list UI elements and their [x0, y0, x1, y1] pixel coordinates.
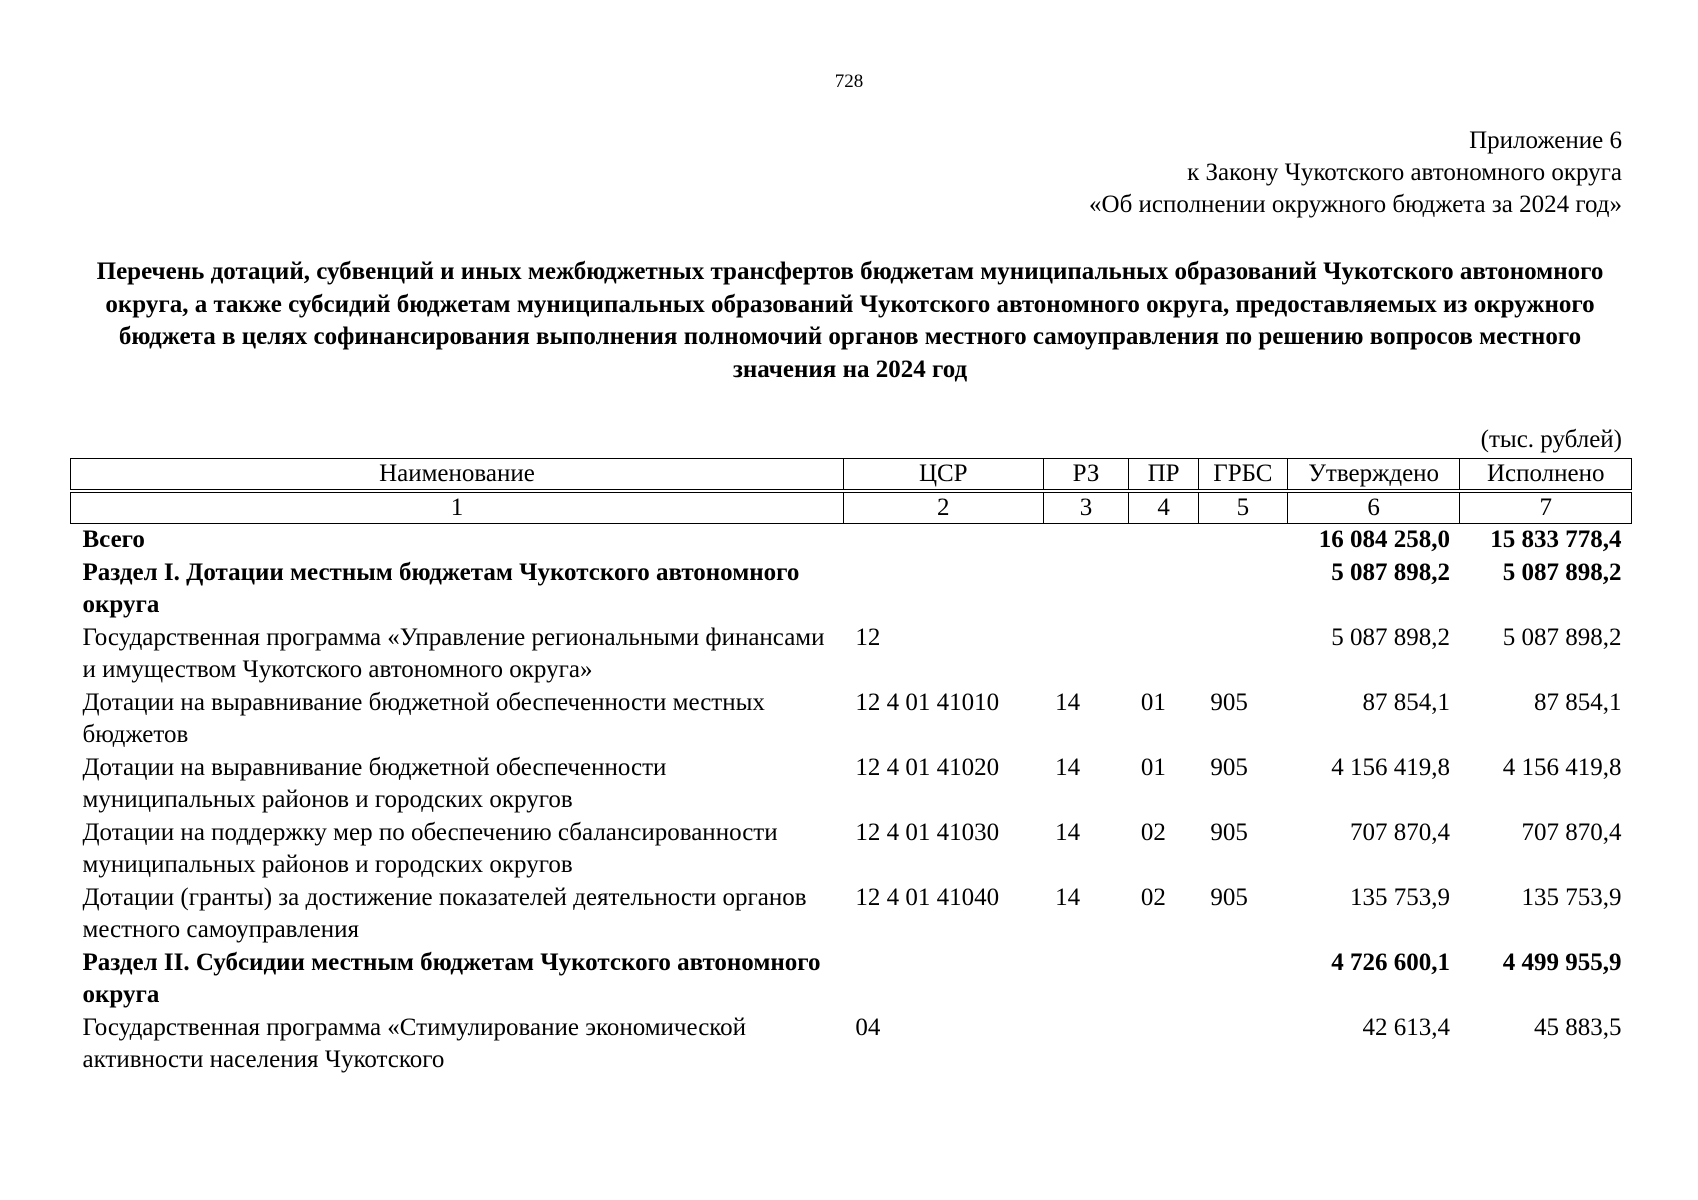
row-rz: [1043, 622, 1129, 687]
row-rz: 14: [1055, 688, 1081, 716]
row-name: Дотации на выравнивание бюджетной обеспеченности муниципальных районов и городских округов: [82, 753, 667, 813]
table-row-section: [71, 947, 1632, 1012]
row-rz: 14: [1055, 883, 1081, 911]
row-executed: 707 870,4: [1521, 818, 1622, 846]
row-grbs: [1198, 1012, 1287, 1077]
row-pr: 02: [1140, 883, 1166, 911]
column-number: 6: [1287, 493, 1460, 524]
table-row: [71, 752, 1632, 817]
table-row-section: [71, 557, 1632, 622]
column-number: 4: [1129, 493, 1198, 524]
row-csr: 12 4 01 41040: [855, 883, 1000, 911]
row-approved: 5 087 898,2: [1331, 623, 1450, 651]
row-approved: 707 870,4: [1349, 818, 1450, 846]
column-number: 3: [1043, 493, 1129, 524]
row-pr: [1129, 524, 1198, 557]
row-grbs: [1198, 557, 1287, 622]
row-name: Дотации (гранты) за достижение показателей деятельности органов местного самоуправления: [82, 883, 807, 943]
column-number-row: [71, 493, 1632, 524]
table-row-total: [71, 524, 1632, 557]
row-pr: 01: [1140, 688, 1166, 716]
row-executed: 5 087 898,2: [1502, 558, 1622, 586]
column-number: 1: [71, 493, 844, 524]
row-name: Государственная программа «Стимулирование экономической активности населения Чукотского: [82, 1013, 747, 1073]
row-name: Дотации на выравнивание бюджетной обеспеченности местных бюджетов: [82, 688, 765, 748]
row-rz: 14: [1055, 753, 1081, 781]
row-csr: [843, 524, 1043, 557]
row-approved: 4 726 600,1: [1331, 948, 1450, 976]
row-pr: [1129, 557, 1198, 622]
column-number: 2: [843, 493, 1043, 524]
appendix-block: [1089, 125, 1622, 221]
row-approved: 42 613,4: [1362, 1013, 1450, 1041]
row-approved: 135 753,9: [1349, 883, 1450, 911]
row-csr: [843, 557, 1043, 622]
row-csr: 12: [855, 623, 881, 651]
header-pr: ПР: [1129, 459, 1198, 490]
table-row: [71, 622, 1632, 687]
row-name: Раздел II. Субсидии местным бюджетам Чукотского автономного округа: [82, 948, 821, 1008]
header-executed: Исполнено: [1460, 459, 1632, 490]
table-row: [71, 882, 1632, 947]
row-name: Государственная программа «Управление региональными финансами и имуществом Чукотского автономного округа»: [82, 623, 825, 683]
row-pr: [1129, 947, 1198, 1012]
row-executed: 15 833 778,4: [1490, 526, 1622, 553]
row-executed: 135 753,9: [1521, 883, 1622, 911]
row-csr: 04: [855, 1013, 881, 1041]
row-csr: [843, 947, 1043, 1012]
appendix-line-3: «Об исполнении окружного бюджета за 2024 год»: [1089, 191, 1622, 218]
row-grbs: [1198, 947, 1287, 1012]
table-row: [71, 687, 1632, 752]
row-grbs: 905: [1210, 818, 1248, 846]
row-name: Раздел I. Дотации местным бюджетам Чукотского автономного округа: [82, 558, 800, 618]
row-csr: 12 4 01 41030: [855, 818, 1000, 846]
header-name: Наименование: [71, 459, 844, 490]
row-grbs: 905: [1210, 753, 1248, 781]
row-executed: 5 087 898,2: [1502, 623, 1622, 651]
row-grbs: 905: [1210, 883, 1248, 911]
document-title: Перечень дотаций, субвенций и иных межбюджетных трансфертов бюджетам муниципальных образований Чукотского автономного округа, а также субсидий бюджетам муниципальных образований Чукотского автономного округа, предоставляемых из окружного бюджета в целях софинансирования выполнения полномочий органов местного самоуправления по решению вопросов местного значения на 2024 год: [96, 258, 1604, 383]
row-pr: [1129, 622, 1198, 687]
row-name: Дотации на поддержку мер по обеспечению сбалансированности муниципальных районов и городских округов: [82, 818, 778, 878]
row-grbs: [1198, 622, 1287, 687]
budget-table-wrapper: [70, 458, 1632, 1077]
row-rz: [1043, 1012, 1129, 1077]
row-executed: 4 156 419,8: [1502, 753, 1622, 781]
column-number: 7: [1460, 493, 1632, 524]
header-csr: ЦСР: [843, 459, 1043, 490]
page-number: 728: [834, 71, 864, 92]
row-pr: 01: [1140, 753, 1166, 781]
row-rz: 14: [1055, 818, 1081, 846]
row-grbs: [1198, 524, 1287, 557]
row-rz: [1043, 557, 1129, 622]
table-header: [71, 459, 1632, 524]
budget-table: [70, 458, 1632, 1077]
table-row: [71, 817, 1632, 882]
column-number: 5: [1198, 493, 1287, 524]
row-executed: 4 499 955,9: [1502, 948, 1622, 976]
row-approved: 5 087 898,2: [1331, 558, 1450, 586]
appendix-line-2: к Закону Чукотского автономного округа: [1187, 159, 1622, 186]
row-approved: 16 084 258,0: [1318, 526, 1450, 553]
header-approved: Утверждено: [1287, 459, 1460, 490]
row-pr: [1129, 1012, 1198, 1077]
units-note: (тыс. рублей): [1480, 426, 1622, 453]
header-grbs: ГРБС: [1198, 459, 1287, 490]
row-rz: [1043, 947, 1129, 1012]
row-executed: 87 854,1: [1534, 688, 1622, 716]
table-body: [71, 524, 1632, 1077]
row-pr: 02: [1140, 818, 1166, 846]
header-row: [71, 459, 1632, 490]
row-executed: 45 883,5: [1534, 1013, 1622, 1041]
row-csr: 12 4 01 41020: [855, 753, 1000, 781]
row-grbs: 905: [1210, 688, 1248, 716]
header-rz: РЗ: [1043, 459, 1129, 490]
row-name: Всего: [82, 526, 145, 553]
appendix-line-1: Приложение 6: [1469, 127, 1622, 154]
row-approved: 87 854,1: [1362, 688, 1450, 716]
table-row: [71, 1012, 1632, 1077]
row-approved: 4 156 419,8: [1331, 753, 1450, 781]
row-csr: 12 4 01 41010: [855, 688, 1000, 716]
row-rz: [1043, 524, 1129, 557]
